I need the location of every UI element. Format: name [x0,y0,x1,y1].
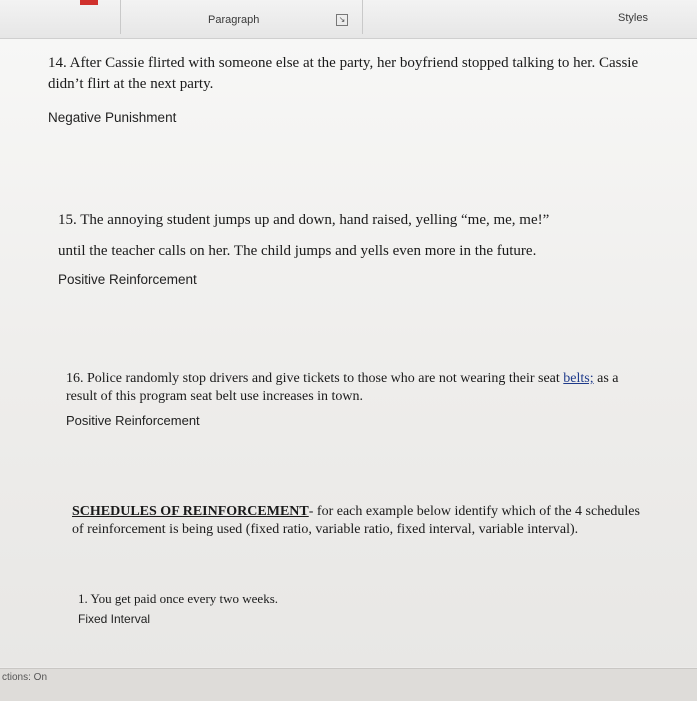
ribbon-divider [362,0,363,34]
schedules-section [72,503,640,539]
paragraph-dialog-launcher-icon[interactable]: ↘ [336,14,348,26]
question-16-text: 16. Police randomly stop drivers and give tickets to those who are not wearing their seat [66,371,564,386]
ribbon [0,0,697,39]
document-page[interactable] [0,39,697,667]
styles-group-label: Styles [618,12,648,24]
question-16 [66,370,619,406]
paragraph-group-label: Paragraph [208,14,260,26]
app-accent [80,0,98,5]
schedules-heading: SCHEDULES OF REINFORCEMENT [72,504,309,519]
schedules-line1 [72,503,640,521]
question-14 [48,53,638,95]
schedules-intro: - for each example below identify which of the 4 schedules [308,504,640,519]
ribbon-divider [120,0,121,34]
question-16-line1 [66,370,619,388]
question-14-line1: 14. After Cassie flirted with someone else at the party, her boyfriend stopped talking to her. Cassie [48,55,639,71]
schedule-answer-1: Fixed Interval [78,612,151,626]
answer-15: Positive Reinforcement [58,272,197,287]
question-15-line2: until the teacher calls on her. The child jumps and yells even more in the future. [58,243,537,259]
status-bar [0,668,697,701]
question-14-line2: didn’t flirt at the next party. [48,76,214,92]
status-bar-text: ctions: On [2,672,48,683]
question-16-line2: result of this program seat belt use increases in town. [66,389,364,404]
belts-link[interactable]: belts; [563,371,594,386]
answer-16: Positive Reinforcement [66,413,200,428]
answer-14: Negative Punishment [48,110,177,125]
schedules-line2: of reinforcement is being used (fixed ratio, variable ratio, fixed interval, variable interval). [72,522,579,537]
schedule-question-1: 1. You get paid once every two weeks. [78,591,279,606]
question-15-line1: 15. The annoying student jumps up and down, hand raised, yelling “me, me, me!” [58,212,550,228]
question-16-text-end: as a [593,371,619,386]
